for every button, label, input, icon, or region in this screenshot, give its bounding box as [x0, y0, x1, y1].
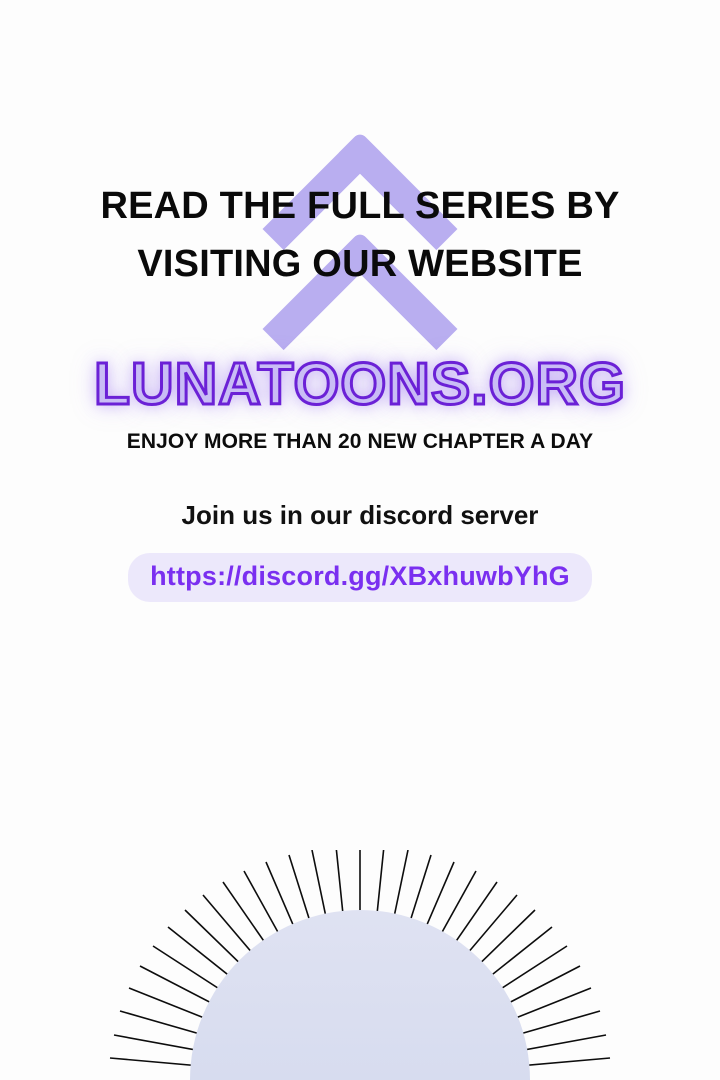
- sunburst-icon: [0, 850, 720, 1080]
- discord-invite-link[interactable]: https://discord.gg/XBxhuwbYhG: [128, 553, 592, 602]
- brand-wordmark[interactable]: LUNATOONS.ORG: [94, 351, 626, 417]
- discord-link-container: [0, 553, 720, 602]
- sunburst-artwork: [0, 850, 720, 1080]
- promo-headline-line-2: VISITING OUR WEBSITE: [137, 242, 583, 285]
- promo-headline: [0, 178, 720, 294]
- promo-headline-line-1: READ THE FULL SERIES BY: [100, 185, 620, 227]
- promo-subline: ENJOY MORE THAN 20 NEW CHAPTER A DAY: [126, 430, 594, 453]
- discord-invite-title: Join us in our discord server: [181, 500, 539, 530]
